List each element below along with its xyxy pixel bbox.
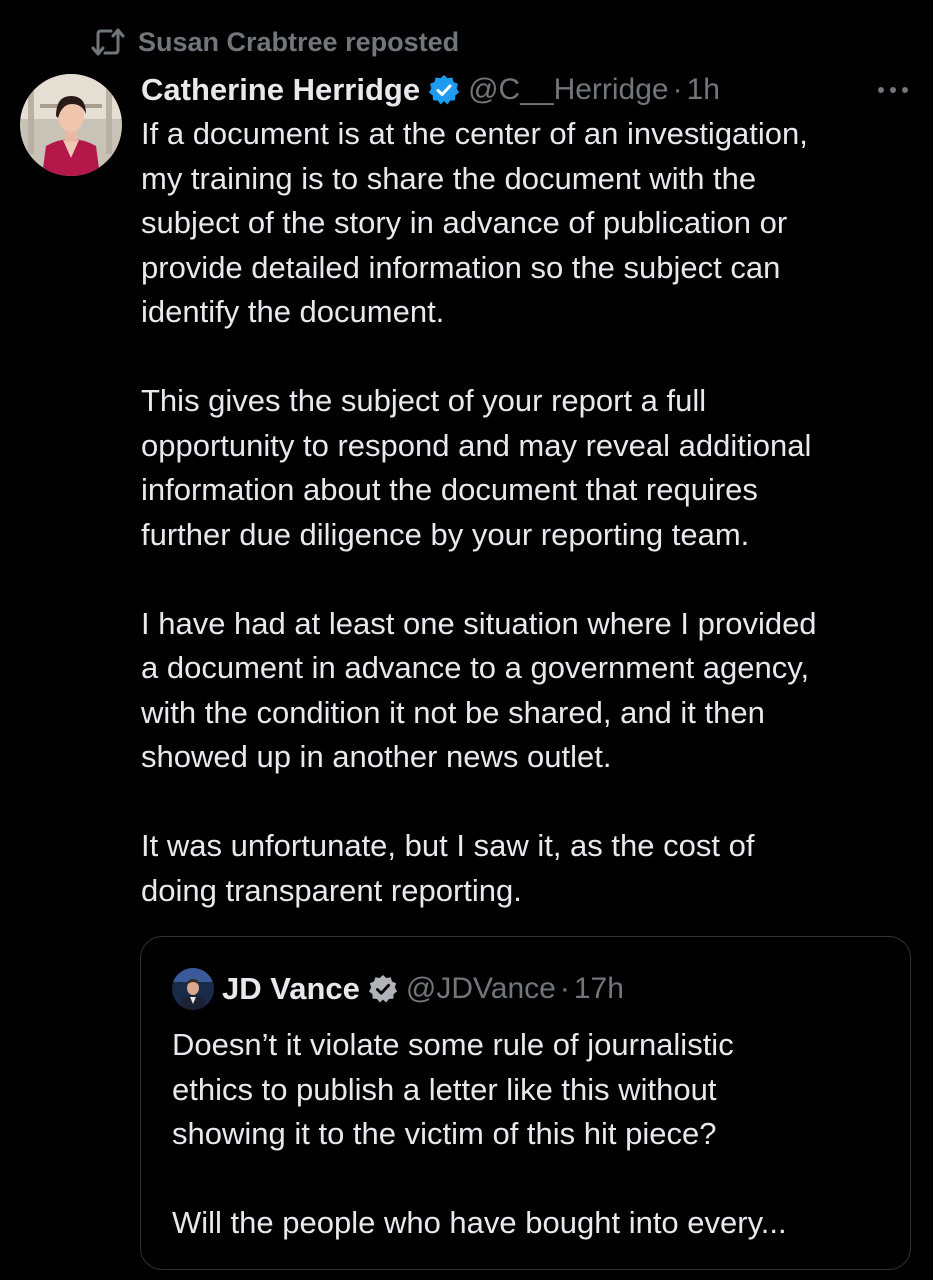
tweet-paragraph bbox=[141, 379, 916, 557]
tweet-paragraph bbox=[141, 602, 916, 780]
verified-badge-icon bbox=[368, 974, 398, 1004]
tweet-paragraph bbox=[141, 824, 916, 913]
quoted-tweet-card[interactable] bbox=[140, 936, 911, 1270]
quoted-tweet-paragraph bbox=[172, 1023, 892, 1157]
repost-icon bbox=[88, 22, 128, 62]
author-handle[interactable]: @C__Herridge bbox=[468, 73, 669, 106]
verified-badge-icon[interactable] bbox=[428, 74, 460, 106]
repost-text: Susan Crabtree reposted bbox=[138, 26, 460, 57]
quoted-author-name: JD Vance bbox=[222, 971, 360, 1006]
tweet-line: a document in advance to a government agency, bbox=[141, 650, 810, 685]
quoted-tweet-timestamp: 17h bbox=[573, 972, 624, 1005]
tweet-line: my training is to share the document with the bbox=[141, 160, 757, 196]
repost-indicator[interactable] bbox=[88, 22, 459, 62]
quoted-tweet-paragraph bbox=[172, 1201, 892, 1246]
author-name[interactable]: Catherine Herridge bbox=[141, 72, 421, 107]
tweet-line: I have had at least one situation where I provided bbox=[141, 605, 817, 641]
tweet-line: identify the document. bbox=[141, 294, 445, 329]
quoted-author-handle: @JDVance bbox=[405, 972, 556, 1005]
quoted-header-separator: · bbox=[559, 972, 570, 1005]
tweet-line: If a document is at the center of an investigation, bbox=[141, 116, 808, 151]
quoted-tweet-line: showing it to the victim of this hit piece? bbox=[172, 1116, 717, 1151]
tweet-paragraph bbox=[141, 112, 916, 335]
tweet-line: provide detailed information so the subject can bbox=[141, 249, 781, 285]
quoted-tweet-line: Will the people who have bought into every... bbox=[172, 1205, 787, 1240]
tweet-line: This gives the subject of your report a full bbox=[141, 383, 707, 418]
tweet-line: It was unfortunate, but I saw it, as the cost of bbox=[141, 828, 755, 863]
tweet-line: with the condition it not be shared, and it then bbox=[141, 694, 765, 730]
quoted-tweet-text bbox=[172, 1023, 892, 1246]
tweet-header bbox=[141, 68, 913, 112]
avatar-catherine-herridge[interactable] bbox=[20, 74, 122, 176]
tweet-line: doing transparent reporting. bbox=[141, 872, 522, 908]
tweet-line: showed up in another news outlet. bbox=[141, 739, 612, 774]
tweet-text bbox=[141, 112, 916, 913]
quoted-tweet-line: Doesn’t it violate some rule of journalistic bbox=[172, 1027, 734, 1062]
tweet-line: subject of the story in advance of publication or bbox=[141, 205, 788, 240]
quoted-tweet-line: ethics to publish a letter like this without bbox=[172, 1071, 717, 1107]
more-options-icon[interactable] bbox=[873, 74, 913, 106]
tweet-line: opportunity to respond and may reveal additional bbox=[141, 427, 812, 463]
tweet-line: further due diligence by your reporting team. bbox=[141, 516, 750, 552]
tweet-line: information about the document that requires bbox=[141, 472, 758, 507]
quoted-tweet-header bbox=[172, 967, 624, 1011]
avatar-jd-vance bbox=[172, 968, 214, 1010]
header-separator: · bbox=[672, 73, 683, 106]
tweet-timestamp[interactable]: 1h bbox=[686, 73, 720, 106]
